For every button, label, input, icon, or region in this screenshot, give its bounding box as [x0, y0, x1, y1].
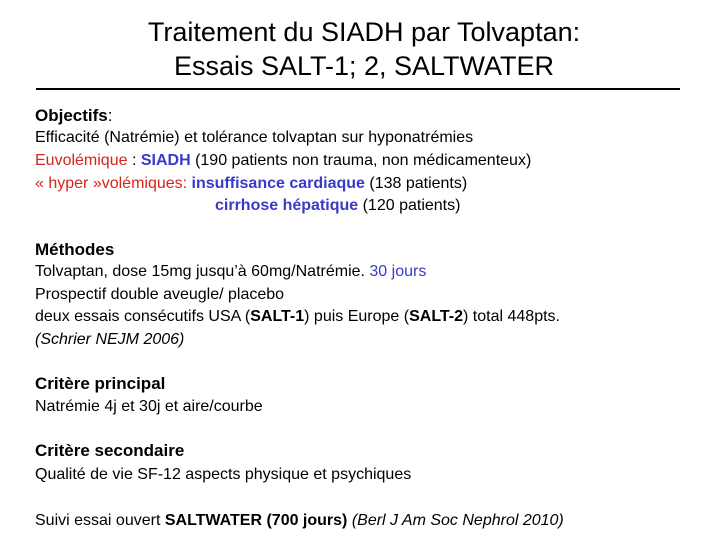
critere-principal-line: Natrémie 4j et 30j et aire/courbe: [35, 398, 263, 415]
cirrhose-term: cirrhose hépatique: [215, 197, 359, 214]
methodes-line-3-c: ) puis Europe (: [304, 308, 410, 325]
objectifs-heading: [35, 106, 112, 126]
methodes-line-1: [35, 262, 426, 282]
insuffisance-cardiaque-term: insuffisance cardiaque: [191, 175, 365, 192]
methodes-line-3-a: deux essais consécutifs USA (: [35, 308, 251, 325]
suivi-reference: (Berl J Am Soc Nephrol 2010): [347, 512, 564, 529]
objectifs-line-1: Efficacité (Natrémie) et tolérance tolvaptan sur hyponatrémies: [35, 129, 474, 146]
salt-2-term: SALT-2: [409, 308, 464, 325]
objectifs-heading-text: Objectifs: [35, 106, 108, 125]
methodes-line-2: Prospectif double aveugle/ placebo: [35, 286, 285, 303]
methodes-line-3: [35, 307, 560, 327]
suivi-line: [35, 511, 564, 531]
hypervolemiques-label: « hyper »volémiques:: [35, 175, 192, 192]
critere-secondaire-heading: Critère secondaire: [35, 441, 185, 460]
duree-30-jours: 30 jours: [369, 263, 427, 280]
objectifs-line-4: [215, 196, 460, 216]
saltwater-term: SALTWATER (700 jours): [164, 512, 348, 529]
suivi-text: Suivi essai ouvert: [35, 512, 165, 529]
euvolemique-label: Euvolémique: [35, 152, 128, 169]
slide-title-line-1: Traitement du SIADH par Tolvaptan:: [147, 17, 581, 47]
critere-principal-heading: Critère principal: [35, 374, 166, 393]
methodes-dose-text: Tolvaptan, dose 15mg jusqu’à 60mg/Natrémie.: [35, 263, 370, 280]
insuffisance-cardiaque-detail: (138 patients): [364, 175, 468, 192]
critere-secondaire-line: Qualité de vie SF-12 aspects physique et psychiques: [35, 466, 412, 483]
cirrhose-detail: (120 patients): [358, 197, 461, 214]
salt-1-term: SALT-1: [250, 308, 305, 325]
methodes-line-3-e: ) total 448pts.: [463, 308, 560, 325]
euvolemique-detail: (190 patients non trauma, non médicamenteux): [190, 152, 532, 169]
methodes-reference: (Schrier NEJM 2006): [35, 331, 185, 348]
siadh-term: SIADH: [140, 152, 191, 169]
objectifs-heading-colon: :: [107, 106, 113, 125]
slide-title-line-2: Essais SALT-1; 2, SALTWATER: [173, 51, 555, 81]
objectifs-line-2: [35, 151, 531, 171]
methodes-heading: Méthodes: [35, 240, 115, 259]
euvolemique-separator: :: [127, 152, 141, 169]
title-divider: [36, 88, 680, 90]
objectifs-line-3: [35, 174, 467, 194]
